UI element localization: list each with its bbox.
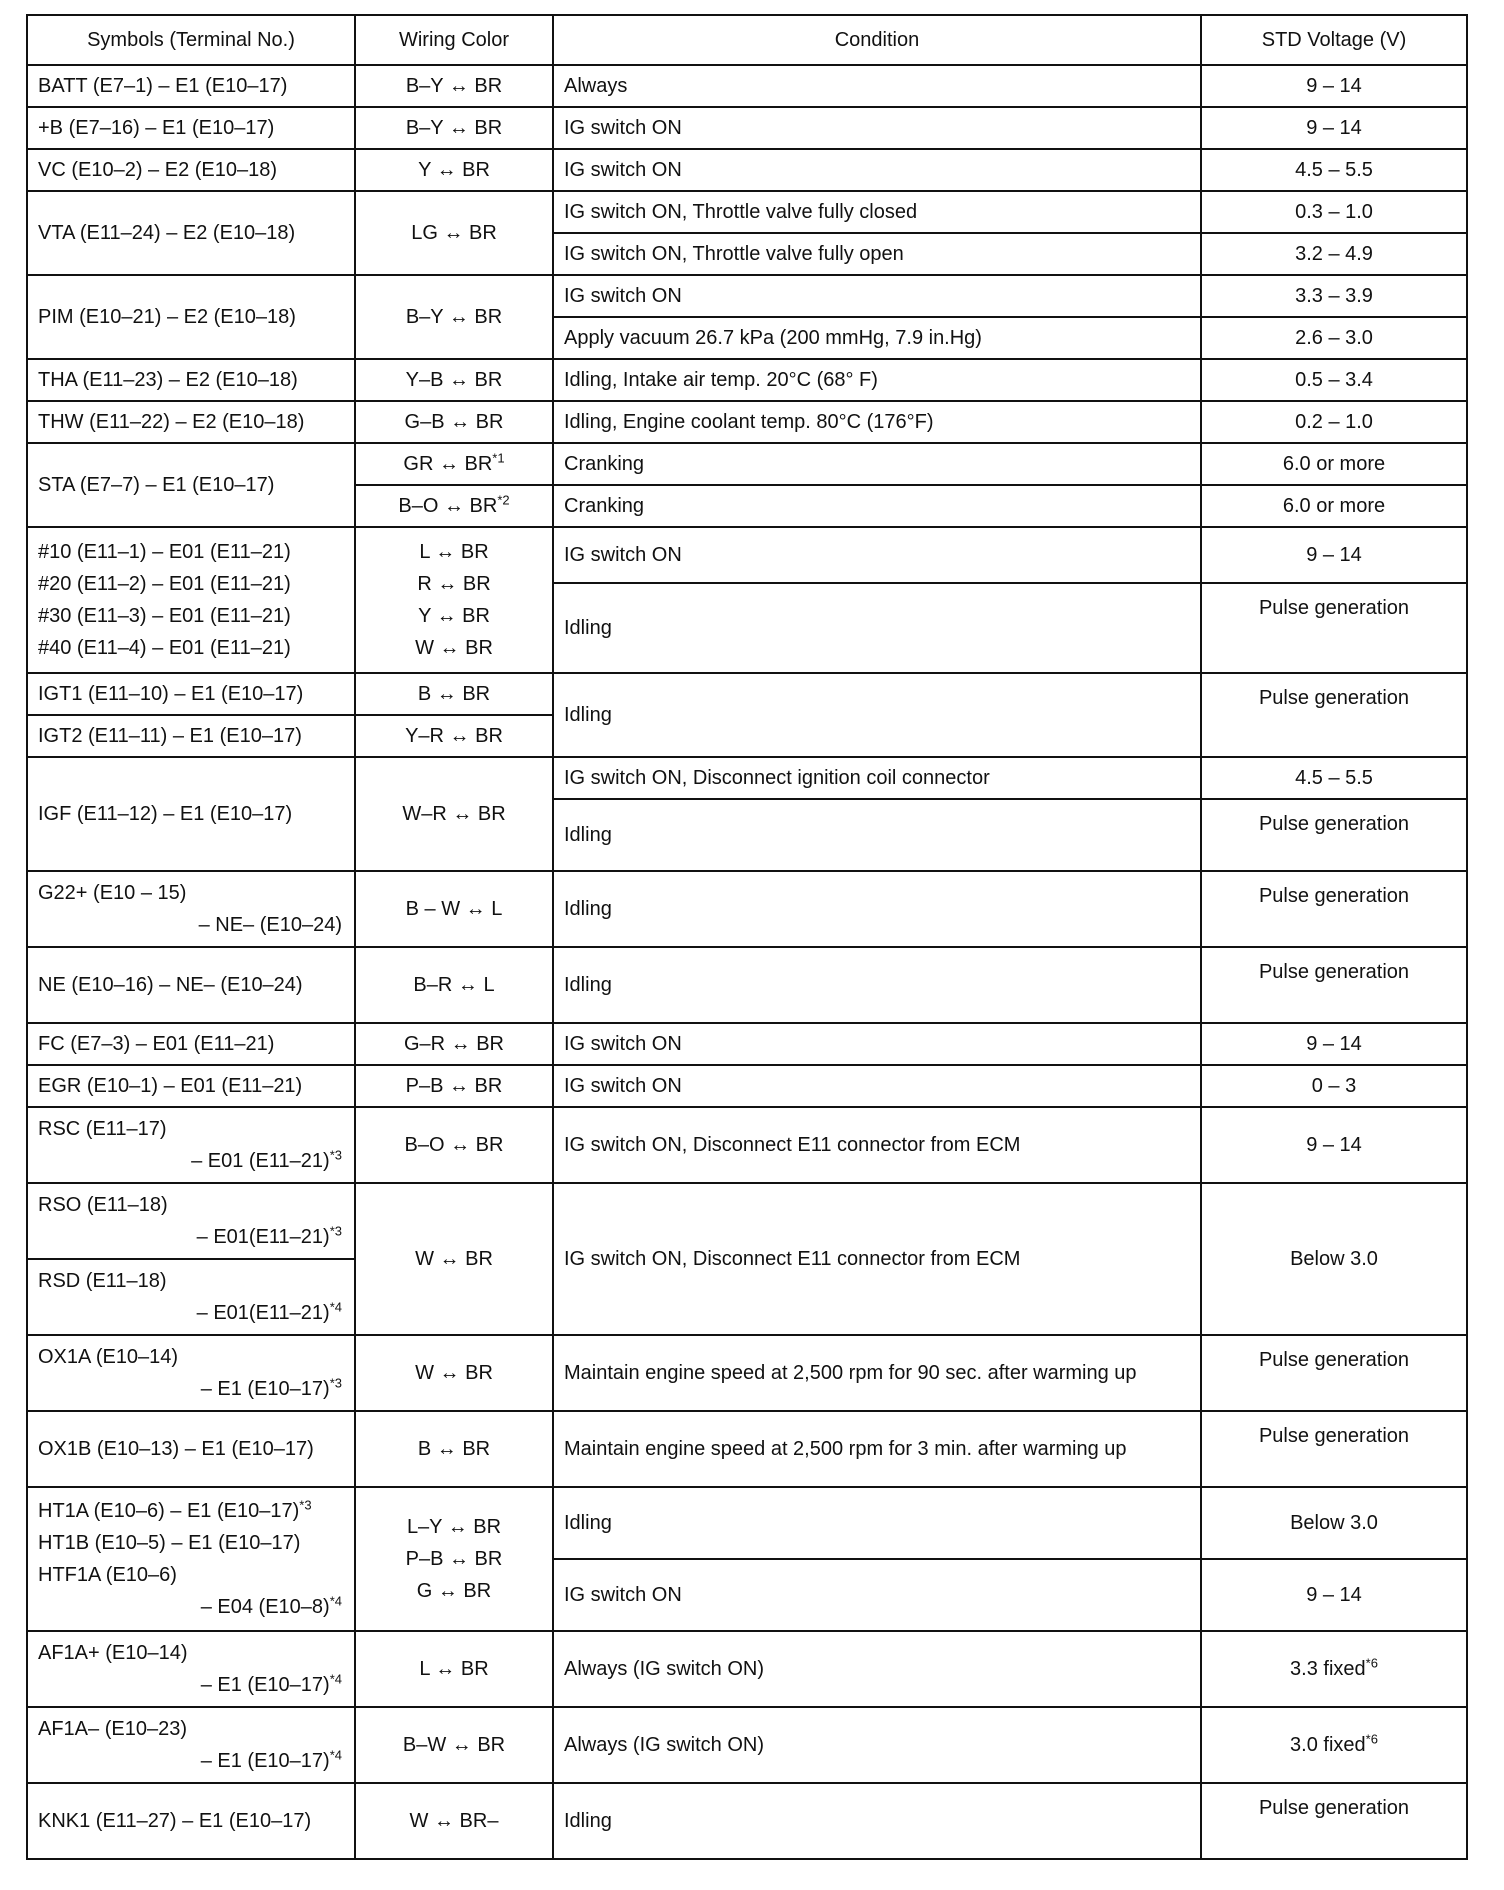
wiring-cell: P–B ↔ BR <box>355 1065 553 1107</box>
condition-cell: Cranking <box>553 443 1201 485</box>
voltage-cell: 6.0 or more <box>1201 485 1467 527</box>
table-row-tha <box>27 359 1467 401</box>
voltage-cell: 0.5 – 3.4 <box>1201 359 1467 401</box>
table-row-plus-b <box>27 107 1467 149</box>
symbol-line: HTF1A (E10–6) <box>38 1564 177 1586</box>
symbol-line: G22+ (E10 – 15) <box>38 882 187 904</box>
wiring-cell: G–R ↔ BR <box>355 1023 553 1065</box>
wiring-cell: L ↔ BR <box>355 1631 553 1707</box>
symbol-cell <box>27 1183 355 1259</box>
condition-cell: Apply vacuum 26.7 kPa (200 mmHg, 7.9 in.Hg) <box>553 317 1201 359</box>
wiring-line: W ↔ BR <box>415 637 493 659</box>
voltage-cell: 3.2 – 4.9 <box>1201 233 1467 275</box>
table-row-rso <box>27 1183 1467 1259</box>
symbol-line: #10 (E11–1) – E01 (E11–21) <box>38 541 291 563</box>
voltage-cell: 9 – 14 <box>1201 65 1467 107</box>
wiring-cell <box>355 1487 553 1631</box>
voltage-cell: Pulse generation <box>1201 1783 1467 1859</box>
symbol-cell: IGT2 (E11–11) – E1 (E10–17) <box>27 715 355 757</box>
symbol-line: RSC (E11–17) <box>38 1118 167 1140</box>
wiring-cell: B – W ↔ L <box>355 871 553 947</box>
voltage-cell: Pulse generation <box>1201 673 1467 757</box>
condition-cell: Idling <box>553 799 1201 871</box>
voltage-cell: 3.3 – 3.9 <box>1201 275 1467 317</box>
table-row-ox1a <box>27 1335 1467 1411</box>
symbol-line: AF1A+ (E10–14) <box>38 1642 188 1664</box>
voltage-text: 3.0 fixed <box>1290 1734 1366 1756</box>
table-row-egr <box>27 1065 1467 1107</box>
symbol-cell: THW (E11–22) – E2 (E10–18) <box>27 401 355 443</box>
wiring-line: R ↔ BR <box>417 573 491 595</box>
symbol-cell: OX1B (E10–13) – E1 (E10–17) <box>27 1411 355 1487</box>
table-row-injectors <box>27 527 1467 583</box>
condition-cell: Idling <box>553 1783 1201 1859</box>
wiring-cell: Y–B ↔ BR <box>355 359 553 401</box>
footnote-mark: *3 <box>299 1497 312 1513</box>
wiring-line: L–Y ↔ BR <box>406 1516 502 1538</box>
symbol-line: – NE– (E10–24) <box>198 914 342 936</box>
header-std-voltage: STD Voltage (V) <box>1201 15 1467 65</box>
wiring-cell <box>355 485 553 527</box>
symbol-cell: STA (E7–7) – E1 (E10–17) <box>27 443 355 527</box>
symbol-line: RSD (E11–18) <box>38 1270 167 1292</box>
symbol-text: – E1 (E10–17) <box>200 1674 330 1696</box>
symbol-cell: NE (E10–16) – NE– (E10–24) <box>27 947 355 1023</box>
table-row-ne <box>27 947 1467 1023</box>
symbol-text: – E1 (E10–17) <box>200 1378 330 1400</box>
symbol-cell: THA (E11–23) – E2 (E10–18) <box>27 359 355 401</box>
symbol-line <box>38 1591 344 1623</box>
symbol-cell <box>27 527 355 673</box>
table-row-rsc <box>27 1107 1467 1183</box>
symbol-cell: +B (E7–16) – E1 (E10–17) <box>27 107 355 149</box>
symbol-text: – E1 (E10–17) <box>200 1750 330 1772</box>
wiring-cell: B–W ↔ BR <box>355 1707 553 1783</box>
table-row-sta <box>27 443 1467 485</box>
symbol-cell: VC (E10–2) – E2 (E10–18) <box>27 149 355 191</box>
symbol-line: HT1B (E10–5) – E1 (E10–17) <box>38 1532 301 1554</box>
symbol-line <box>38 1297 344 1329</box>
condition-cell: Always (IG switch ON) <box>553 1631 1201 1707</box>
voltage-cell: 0 – 3 <box>1201 1065 1467 1107</box>
footnote-mark: *2 <box>497 492 510 508</box>
footnote-mark: *4 <box>329 1747 342 1763</box>
header-symbols: Symbols (Terminal No.) <box>27 15 355 65</box>
symbol-text: – E01(E11–21) <box>196 1302 330 1324</box>
voltage-cell: Pulse generation <box>1201 947 1467 1023</box>
wiring-cell: B ↔ BR <box>355 1411 553 1487</box>
symbol-cell <box>27 1487 355 1631</box>
table-row-heaters <box>27 1487 1467 1559</box>
symbol-cell: IGT1 (E11–10) – E1 (E10–17) <box>27 673 355 715</box>
table-row-vc <box>27 149 1467 191</box>
wiring-cell: W–R ↔ BR <box>355 757 553 871</box>
wiring-cell: B–Y ↔ BR <box>355 65 553 107</box>
wiring-cell: W ↔ BR <box>355 1183 553 1335</box>
wiring-cell: LG ↔ BR <box>355 191 553 275</box>
voltage-cell: Pulse generation <box>1201 1411 1467 1487</box>
voltage-cell: 9 – 14 <box>1201 1559 1467 1631</box>
table-row-igt1 <box>27 673 1467 715</box>
condition-cell: IG switch ON <box>553 107 1201 149</box>
wiring-cell: B–Y ↔ BR <box>355 275 553 359</box>
symbol-line <box>38 1745 344 1777</box>
footnote-mark: *4 <box>329 1593 342 1609</box>
wiring-cell: G–B ↔ BR <box>355 401 553 443</box>
symbol-line: AF1A– (E10–23) <box>38 1718 187 1740</box>
voltage-cell <box>1201 1631 1467 1707</box>
table-row-vta <box>27 191 1467 233</box>
symbol-cell <box>27 1107 355 1183</box>
symbol-text: – E01 (E11–21) <box>191 1150 330 1172</box>
condition-cell: IG switch ON, Disconnect E11 connector from ECM <box>553 1183 1201 1335</box>
symbol-line: #40 (E11–4) – E01 (E11–21) <box>38 637 291 659</box>
condition-cell: Idling <box>553 947 1201 1023</box>
symbol-cell <box>27 1259 355 1335</box>
voltage-cell: Below 3.0 <box>1201 1487 1467 1559</box>
wiring-cell: B–O ↔ BR <box>355 1107 553 1183</box>
voltage-cell <box>1201 1707 1467 1783</box>
footnote-mark: *6 <box>1365 1655 1378 1671</box>
wiring-line: Y ↔ BR <box>418 605 490 627</box>
wiring-cell: W ↔ BR– <box>355 1783 553 1859</box>
condition-cell: IG switch ON <box>553 1023 1201 1065</box>
table-row-thw <box>27 401 1467 443</box>
table-row-g22 <box>27 871 1467 947</box>
symbol-text: HT1A (E10–6) – E1 (E10–17) <box>38 1500 300 1522</box>
wiring-cell: W ↔ BR <box>355 1335 553 1411</box>
condition-cell: IG switch ON, Disconnect E11 connector from ECM <box>553 1107 1201 1183</box>
condition-cell: IG switch ON <box>553 1065 1201 1107</box>
voltage-cell: 6.0 or more <box>1201 443 1467 485</box>
footnote-mark: *6 <box>1365 1731 1378 1747</box>
condition-cell: IG switch ON <box>553 275 1201 317</box>
symbol-line <box>38 1495 344 1527</box>
symbol-line: OX1A (E10–14) <box>38 1346 179 1368</box>
header-wiring-color: Wiring Color <box>355 15 553 65</box>
symbol-cell: EGR (E10–1) – E01 (E11–21) <box>27 1065 355 1107</box>
symbol-text: – E04 (E10–8) <box>200 1596 330 1618</box>
voltage-cell: 4.5 – 5.5 <box>1201 149 1467 191</box>
footnote-mark: *4 <box>329 1299 342 1315</box>
symbol-text: – E01(E11–21) <box>196 1226 330 1248</box>
condition-cell: Maintain engine speed at 2,500 rpm for 90 sec. after warming up <box>553 1335 1201 1411</box>
condition-cell: Idling <box>553 871 1201 947</box>
condition-cell: Idling <box>553 1487 1201 1559</box>
footnote-mark: *3 <box>329 1147 342 1163</box>
condition-cell: Idling <box>553 583 1201 673</box>
voltage-cell: Pulse generation <box>1201 1335 1467 1411</box>
condition-cell: IG switch ON <box>553 149 1201 191</box>
condition-cell: Always <box>553 65 1201 107</box>
symbol-cell: PIM (E10–21) – E2 (E10–18) <box>27 275 355 359</box>
symbol-line <box>38 1669 344 1701</box>
condition-cell: Always (IG switch ON) <box>553 1707 1201 1783</box>
voltage-cell: Pulse generation <box>1201 583 1467 673</box>
voltage-cell: 9 – 14 <box>1201 1023 1467 1065</box>
condition-cell: Maintain engine speed at 2,500 rpm for 3 min. after warming up <box>553 1411 1201 1487</box>
table-row-knk1 <box>27 1783 1467 1859</box>
symbol-cell <box>27 1335 355 1411</box>
voltage-cell: 0.3 – 1.0 <box>1201 191 1467 233</box>
symbol-cell: KNK1 (E11–27) – E1 (E10–17) <box>27 1783 355 1859</box>
wiring-line: P–B ↔ BR <box>405 1548 503 1570</box>
condition-cell: Idling, Engine coolant temp. 80°C (176°F) <box>553 401 1201 443</box>
wiring-line: G ↔ BR <box>416 1580 492 1602</box>
symbol-cell: VTA (E11–24) – E2 (E10–18) <box>27 191 355 275</box>
terminal-voltage-table-container <box>26 14 1466 1860</box>
condition-cell: IG switch ON, Disconnect ignition coil connector <box>553 757 1201 799</box>
voltage-cell: 9 – 14 <box>1201 1107 1467 1183</box>
voltage-cell: 4.5 – 5.5 <box>1201 757 1467 799</box>
symbol-line <box>38 1373 344 1405</box>
condition-cell: IG switch ON <box>553 1559 1201 1631</box>
footnote-mark: *3 <box>329 1375 342 1391</box>
terminal-voltage-table <box>26 14 1468 1860</box>
wiring-text: B–O ↔ BR <box>398 495 498 517</box>
table-row-pim <box>27 275 1467 317</box>
wiring-cell: B–Y ↔ BR <box>355 107 553 149</box>
voltage-cell: 9 – 14 <box>1201 527 1467 583</box>
wiring-cell: Y–R ↔ BR <box>355 715 553 757</box>
table-row-af1a-plus <box>27 1631 1467 1707</box>
wiring-cell: B ↔ BR <box>355 673 553 715</box>
table-row-batt <box>27 65 1467 107</box>
voltage-text: 3.3 fixed <box>1290 1658 1366 1680</box>
condition-cell: Idling, Intake air temp. 20°C (68° F) <box>553 359 1201 401</box>
condition-cell: IG switch ON <box>553 527 1201 583</box>
voltage-cell: Pulse generation <box>1201 871 1467 947</box>
condition-cell: Idling <box>553 673 1201 757</box>
table-row-fc <box>27 1023 1467 1065</box>
symbol-cell <box>27 1631 355 1707</box>
table-row-af1a-minus <box>27 1707 1467 1783</box>
wiring-line: L ↔ BR <box>419 541 489 563</box>
symbol-line: RSO (E11–18) <box>38 1194 168 1216</box>
voltage-cell: Below 3.0 <box>1201 1183 1467 1335</box>
wiring-cell <box>355 527 553 673</box>
wiring-cell <box>355 443 553 485</box>
voltage-cell: Pulse generation <box>1201 799 1467 871</box>
symbol-line: #20 (E11–2) – E01 (E11–21) <box>38 573 291 595</box>
voltage-cell: 0.2 – 1.0 <box>1201 401 1467 443</box>
footnote-mark: *1 <box>492 450 505 466</box>
symbol-line: #30 (E11–3) – E01 (E11–21) <box>38 605 291 627</box>
table-row-igf <box>27 757 1467 799</box>
wiring-cell: B–R ↔ L <box>355 947 553 1023</box>
wiring-cell: Y ↔ BR <box>355 149 553 191</box>
footnote-mark: *3 <box>329 1223 342 1239</box>
symbol-cell: BATT (E7–1) – E1 (E10–17) <box>27 65 355 107</box>
condition-cell: IG switch ON, Throttle valve fully open <box>553 233 1201 275</box>
symbol-line <box>38 1145 344 1177</box>
symbol-cell <box>27 871 355 947</box>
header-condition: Condition <box>553 15 1201 65</box>
symbol-cell: IGF (E11–12) – E1 (E10–17) <box>27 757 355 871</box>
symbol-cell <box>27 1707 355 1783</box>
symbol-cell: FC (E7–3) – E01 (E11–21) <box>27 1023 355 1065</box>
voltage-cell: 2.6 – 3.0 <box>1201 317 1467 359</box>
table-row-ox1b <box>27 1411 1467 1487</box>
symbol-line <box>38 1221 344 1253</box>
condition-cell: Cranking <box>553 485 1201 527</box>
condition-cell: IG switch ON, Throttle valve fully closed <box>553 191 1201 233</box>
wiring-text: GR ↔ BR <box>403 453 493 475</box>
voltage-cell: 9 – 14 <box>1201 107 1467 149</box>
header-row <box>27 15 1467 65</box>
footnote-mark: *4 <box>329 1671 342 1687</box>
